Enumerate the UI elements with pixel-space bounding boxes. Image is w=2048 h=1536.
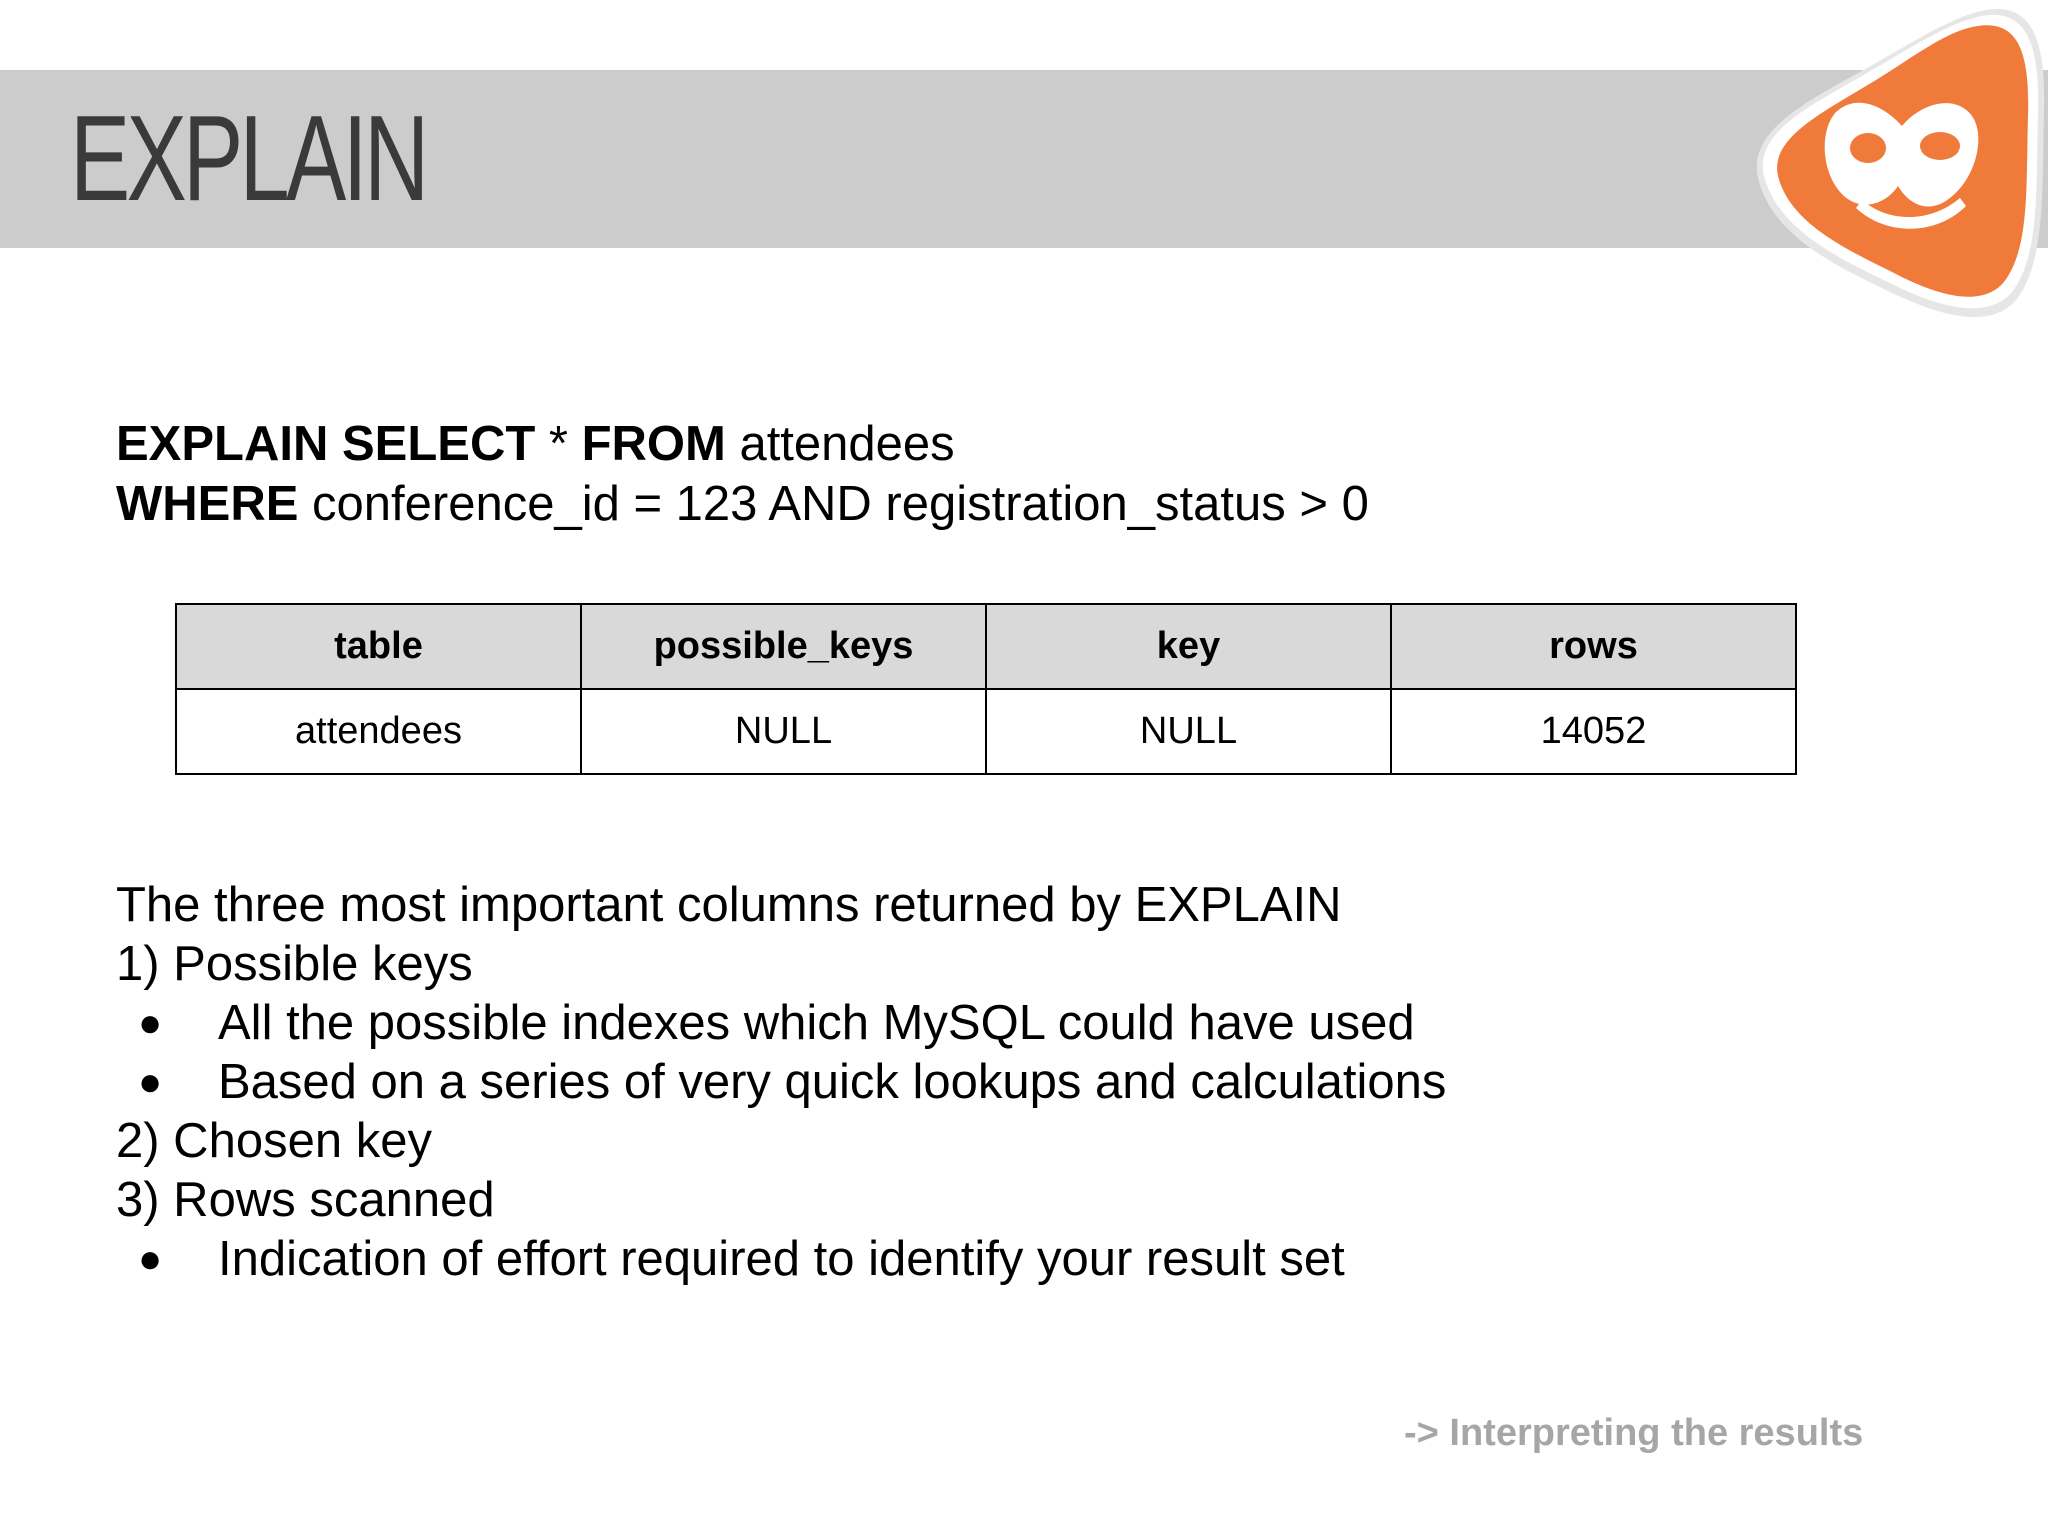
bullet-icon: ● xyxy=(138,1001,163,1045)
bullet-icon: ● xyxy=(138,1060,163,1104)
table-cell: NULL xyxy=(581,689,986,774)
bullet-icon: ● xyxy=(138,1237,163,1281)
table-row xyxy=(176,689,1796,774)
list-item: 2) Chosen key xyxy=(116,1114,432,1168)
drupal-drop-logo-icon xyxy=(1740,0,2048,330)
column-header: key xyxy=(986,604,1391,689)
column-header: rows xyxy=(1391,604,1796,689)
notes-list xyxy=(116,876,1766,1289)
table-header-row xyxy=(176,604,1796,689)
list-item: 3) Rows scanned xyxy=(116,1173,495,1227)
next-slide-link[interactable]: -> Interpreting the results xyxy=(1404,1412,1864,1454)
explain-result-table xyxy=(175,603,1797,775)
bullet-item: ● Based on a series of very quick lookups and calculations xyxy=(116,1053,1766,1112)
notes-intro: The three most important columns returned by EXPLAIN xyxy=(116,878,1342,932)
list-item: 1) Possible keys xyxy=(116,937,473,991)
table-cell: 14052 xyxy=(1391,689,1796,774)
sql-query xyxy=(116,414,1369,534)
bullet-item: ● Indication of effort required to identify your result set xyxy=(116,1230,1766,1289)
bullet-item: ● All the possible indexes which MySQL could have used xyxy=(116,994,1766,1053)
table-cell: attendees xyxy=(176,689,581,774)
slide-title: EXPLAIN xyxy=(70,90,426,226)
column-header: possible_keys xyxy=(581,604,986,689)
query-line-2: WHERE conference_id = 123 AND registration_status > 0 xyxy=(116,477,1369,531)
column-header: table xyxy=(176,604,581,689)
query-line-1: EXPLAIN SELECT * FROM attendees xyxy=(116,417,955,471)
table-cell: NULL xyxy=(986,689,1391,774)
